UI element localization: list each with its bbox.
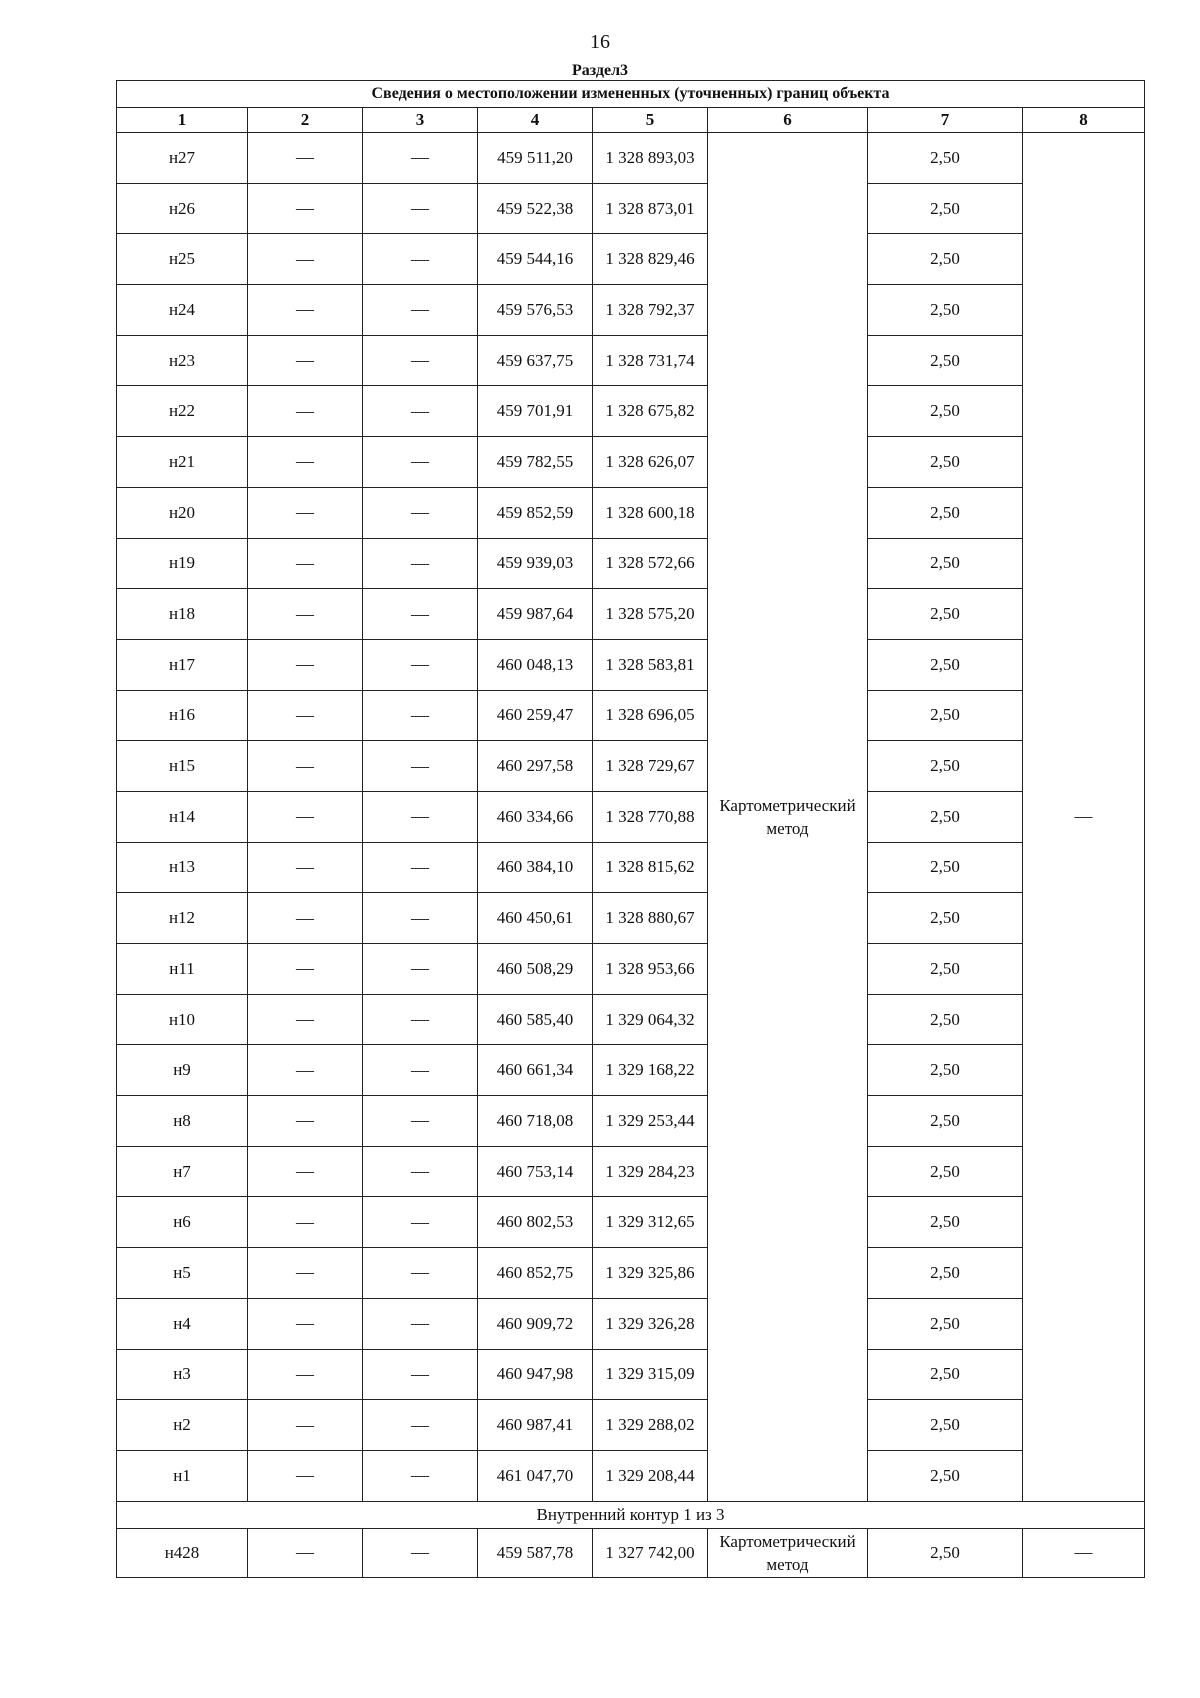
col2-dash-cell: —: [248, 386, 363, 437]
x-coordinate-cell: 459 637,75: [478, 335, 593, 386]
col2-dash-cell: —: [248, 944, 363, 995]
accuracy-cell: 2,50: [868, 1298, 1023, 1349]
col3-dash-cell: —: [363, 1400, 478, 1451]
col3-dash-cell: —: [363, 335, 478, 386]
x-coordinate-cell: 460 987,41: [478, 1400, 593, 1451]
point-cell: н18: [117, 589, 248, 640]
point-cell: н12: [117, 893, 248, 944]
x-coordinate-cell: 459 987,64: [478, 589, 593, 640]
col3-dash-cell: —: [363, 1528, 478, 1577]
point-cell: н27: [117, 133, 248, 184]
accuracy-cell: 2,50: [868, 994, 1023, 1045]
col3-dash-cell: —: [363, 1349, 478, 1400]
contour-table-row: [117, 1528, 1145, 1577]
y-coordinate-cell: 1 329 315,09: [593, 1349, 708, 1400]
col3-dash-cell: —: [363, 791, 478, 842]
accuracy-cell: 2,50: [868, 842, 1023, 893]
table-row: [117, 690, 1145, 741]
point-cell: н8: [117, 1096, 248, 1147]
col3-dash-cell: —: [363, 538, 478, 589]
col2-dash-cell: —: [248, 994, 363, 1045]
y-coordinate-cell: 1 328 953,66: [593, 944, 708, 995]
table-row: [117, 893, 1145, 944]
point-cell: н15: [117, 741, 248, 792]
accuracy-cell: 2,50: [868, 183, 1023, 234]
x-coordinate-cell: 460 334,66: [478, 791, 593, 842]
table-row: [117, 386, 1145, 437]
table-row: [117, 1450, 1145, 1501]
col3-dash-cell: —: [363, 589, 478, 640]
table-row: [117, 437, 1145, 488]
point-cell: н3: [117, 1349, 248, 1400]
col3-dash-cell: —: [363, 285, 478, 336]
point-cell: н4: [117, 1298, 248, 1349]
y-coordinate-cell: 1 329 312,65: [593, 1197, 708, 1248]
col3-dash-cell: —: [363, 893, 478, 944]
col2-dash-cell: —: [248, 842, 363, 893]
point-cell: н2: [117, 1400, 248, 1451]
column-header-3: 3: [363, 108, 478, 133]
accuracy-cell: 2,50: [868, 1450, 1023, 1501]
x-coordinate-cell: 460 297,58: [478, 741, 593, 792]
section-title: Раздел3: [571, 62, 629, 79]
y-coordinate-cell: 1 328 829,46: [593, 234, 708, 285]
y-coordinate-cell: 1 329 284,23: [593, 1146, 708, 1197]
table-row: [117, 944, 1145, 995]
point-cell: н20: [117, 487, 248, 538]
col3-dash-cell: —: [363, 1146, 478, 1197]
col2-dash-cell: —: [248, 791, 363, 842]
col2-dash-cell: —: [248, 1045, 363, 1096]
point-cell: н11: [117, 944, 248, 995]
accuracy-cell: 2,50: [868, 944, 1023, 995]
accuracy-cell: 2,50: [868, 538, 1023, 589]
col3-dash-cell: —: [363, 1045, 478, 1096]
table-row: [117, 133, 1145, 184]
point-cell: н10: [117, 994, 248, 1045]
method-cell: Картометрический метод: [708, 1528, 868, 1577]
y-coordinate-cell: 1 328 575,20: [593, 589, 708, 640]
accuracy-cell: 2,50: [868, 386, 1023, 437]
col3-dash-cell: —: [363, 639, 478, 690]
y-coordinate-cell: 1 329 326,28: [593, 1298, 708, 1349]
table-row: [117, 335, 1145, 386]
table-row: [117, 589, 1145, 640]
col2-dash-cell: —: [248, 639, 363, 690]
col3-dash-cell: —: [363, 1298, 478, 1349]
col2-dash-cell: —: [248, 741, 363, 792]
column-header-1: 1: [117, 108, 248, 133]
col2-dash-cell: —: [248, 335, 363, 386]
col2-dash-cell: —: [248, 285, 363, 336]
col3-dash-cell: —: [363, 133, 478, 184]
column-header-8: 8: [1023, 108, 1145, 133]
point-cell: н5: [117, 1248, 248, 1299]
y-coordinate-cell: 1 328 626,07: [593, 437, 708, 488]
contour-label: Внутренний контур 1 из 3: [117, 1501, 1145, 1528]
x-coordinate-cell: 460 802,53: [478, 1197, 593, 1248]
col2-dash-cell: —: [248, 1450, 363, 1501]
col3-dash-cell: —: [363, 690, 478, 741]
accuracy-cell: 2,50: [868, 741, 1023, 792]
y-coordinate-cell: 1 328 600,18: [593, 487, 708, 538]
y-coordinate-cell: 1 327 742,00: [593, 1528, 708, 1577]
col2-dash-cell: —: [248, 1197, 363, 1248]
accuracy-cell: 2,50: [868, 1349, 1023, 1400]
col3-dash-cell: —: [363, 944, 478, 995]
y-coordinate-cell: 1 328 572,66: [593, 538, 708, 589]
table-row: [117, 1197, 1145, 1248]
column-header-5: 5: [593, 108, 708, 133]
table-row: [117, 1096, 1145, 1147]
x-coordinate-cell: 459 701,91: [478, 386, 593, 437]
x-coordinate-cell: 460 048,13: [478, 639, 593, 690]
boundary-coordinates-table: [116, 80, 1145, 1578]
col2-dash-cell: —: [248, 437, 363, 488]
x-coordinate-cell: 459 852,59: [478, 487, 593, 538]
point-cell: н7: [117, 1146, 248, 1197]
table-row: [117, 1298, 1145, 1349]
accuracy-cell: 2,50: [868, 589, 1023, 640]
col2-dash-cell: —: [248, 1298, 363, 1349]
table-row: [117, 842, 1145, 893]
y-coordinate-cell: 1 328 729,67: [593, 741, 708, 792]
table-row: [117, 1146, 1145, 1197]
x-coordinate-cell: 460 661,34: [478, 1045, 593, 1096]
y-coordinate-cell: 1 328 583,81: [593, 639, 708, 690]
table-row: [117, 994, 1145, 1045]
table-row: [117, 1248, 1145, 1299]
col3-dash-cell: —: [363, 437, 478, 488]
accuracy-cell: 2,50: [868, 1146, 1023, 1197]
y-coordinate-cell: 1 328 893,03: [593, 133, 708, 184]
x-coordinate-cell: 459 587,78: [478, 1528, 593, 1577]
point-cell: н9: [117, 1045, 248, 1096]
col3-dash-cell: —: [363, 1450, 478, 1501]
accuracy-cell: 2,50: [868, 1248, 1023, 1299]
col2-dash-cell: —: [248, 1528, 363, 1577]
y-coordinate-cell: 1 329 288,02: [593, 1400, 708, 1451]
col3-dash-cell: —: [363, 386, 478, 437]
column-header-4: 4: [478, 108, 593, 133]
accuracy-cell: 2,50: [868, 437, 1023, 488]
x-coordinate-cell: 460 852,75: [478, 1248, 593, 1299]
column-header-6: 6: [708, 108, 868, 133]
x-coordinate-cell: 460 909,72: [478, 1298, 593, 1349]
contour-label-row: [117, 1501, 1145, 1528]
y-coordinate-cell: 1 328 815,62: [593, 842, 708, 893]
accuracy-cell: 2,50: [868, 1197, 1023, 1248]
col3-dash-cell: —: [363, 741, 478, 792]
point-cell: н13: [117, 842, 248, 893]
table-caption-row: [117, 81, 1145, 108]
point-cell: н26: [117, 183, 248, 234]
col2-dash-cell: —: [248, 133, 363, 184]
y-coordinate-cell: 1 328 731,74: [593, 335, 708, 386]
x-coordinate-cell: 460 508,29: [478, 944, 593, 995]
column-number-row: [117, 108, 1145, 133]
x-coordinate-cell: 459 522,38: [478, 183, 593, 234]
point-cell: н24: [117, 285, 248, 336]
x-coordinate-cell: 460 753,14: [478, 1146, 593, 1197]
table-row: [117, 285, 1145, 336]
col2-dash-cell: —: [248, 183, 363, 234]
col3-dash-cell: —: [363, 1197, 478, 1248]
table-row: [117, 741, 1145, 792]
table-row: [117, 487, 1145, 538]
col3-dash-cell: —: [363, 1096, 478, 1147]
column-header-7: 7: [868, 108, 1023, 133]
y-coordinate-cell: 1 328 675,82: [593, 386, 708, 437]
point-cell: н16: [117, 690, 248, 741]
y-coordinate-cell: 1 329 253,44: [593, 1096, 708, 1147]
point-cell: н25: [117, 234, 248, 285]
accuracy-cell: 2,50: [868, 133, 1023, 184]
x-coordinate-cell: 460 947,98: [478, 1349, 593, 1400]
y-coordinate-cell: 1 328 873,01: [593, 183, 708, 234]
x-coordinate-cell: 460 585,40: [478, 994, 593, 1045]
col3-dash-cell: —: [363, 994, 478, 1045]
col3-dash-cell: —: [363, 842, 478, 893]
col3-dash-cell: —: [363, 234, 478, 285]
accuracy-cell: 2,50: [868, 487, 1023, 538]
point-cell: н1: [117, 1450, 248, 1501]
col2-dash-cell: —: [248, 538, 363, 589]
note-cell: —: [1023, 1528, 1145, 1577]
col2-dash-cell: —: [248, 1096, 363, 1147]
column-header-2: 2: [248, 108, 363, 133]
table-row: [117, 1045, 1145, 1096]
accuracy-cell: 2,50: [868, 234, 1023, 285]
y-coordinate-cell: 1 329 064,32: [593, 994, 708, 1045]
note-cell: —: [1023, 133, 1145, 1502]
col2-dash-cell: —: [248, 234, 363, 285]
point-cell: н6: [117, 1197, 248, 1248]
col2-dash-cell: —: [248, 690, 363, 741]
y-coordinate-cell: 1 329 208,44: [593, 1450, 708, 1501]
col2-dash-cell: —: [248, 1146, 363, 1197]
x-coordinate-cell: 459 544,16: [478, 234, 593, 285]
y-coordinate-cell: 1 329 325,86: [593, 1248, 708, 1299]
y-coordinate-cell: 1 328 880,67: [593, 893, 708, 944]
y-coordinate-cell: 1 328 696,05: [593, 690, 708, 741]
table-row: [117, 791, 1145, 842]
col2-dash-cell: —: [248, 1248, 363, 1299]
accuracy-cell: 2,50: [868, 1096, 1023, 1147]
table-caption: Сведения о местоположении измененных (уточненных) границ объекта: [117, 81, 1145, 108]
col2-dash-cell: —: [248, 893, 363, 944]
col3-dash-cell: —: [363, 487, 478, 538]
col2-dash-cell: —: [248, 589, 363, 640]
x-coordinate-cell: 459 939,03: [478, 538, 593, 589]
table-row: [117, 639, 1145, 690]
accuracy-cell: 2,50: [868, 893, 1023, 944]
point-cell: н22: [117, 386, 248, 437]
point-cell: н23: [117, 335, 248, 386]
method-cell: Картометрический метод: [708, 133, 868, 1502]
x-coordinate-cell: 459 576,53: [478, 285, 593, 336]
x-coordinate-cell: 460 450,61: [478, 893, 593, 944]
table-row: [117, 183, 1145, 234]
accuracy-cell: 2,50: [868, 1400, 1023, 1451]
accuracy-cell: 2,50: [868, 285, 1023, 336]
y-coordinate-cell: 1 328 792,37: [593, 285, 708, 336]
accuracy-cell: 2,50: [868, 1045, 1023, 1096]
page-number: 16: [590, 31, 610, 53]
col3-dash-cell: —: [363, 183, 478, 234]
col2-dash-cell: —: [248, 1400, 363, 1451]
table-row: [117, 234, 1145, 285]
accuracy-cell: 2,50: [868, 335, 1023, 386]
x-coordinate-cell: 461 047,70: [478, 1450, 593, 1501]
table-row: [117, 1349, 1145, 1400]
point-cell: н21: [117, 437, 248, 488]
point-cell: н17: [117, 639, 248, 690]
y-coordinate-cell: 1 328 770,88: [593, 791, 708, 842]
x-coordinate-cell: 459 511,20: [478, 133, 593, 184]
accuracy-cell: 2,50: [868, 690, 1023, 741]
table-row: [117, 538, 1145, 589]
x-coordinate-cell: 460 384,10: [478, 842, 593, 893]
point-cell: н19: [117, 538, 248, 589]
accuracy-cell: 2,50: [868, 791, 1023, 842]
col2-dash-cell: —: [248, 487, 363, 538]
x-coordinate-cell: 459 782,55: [478, 437, 593, 488]
point-cell: н14: [117, 791, 248, 842]
point-cell: н428: [117, 1528, 248, 1577]
x-coordinate-cell: 460 718,08: [478, 1096, 593, 1147]
col3-dash-cell: —: [363, 1248, 478, 1299]
accuracy-cell: 2,50: [868, 639, 1023, 690]
table-row: [117, 1400, 1145, 1451]
x-coordinate-cell: 460 259,47: [478, 690, 593, 741]
col2-dash-cell: —: [248, 1349, 363, 1400]
accuracy-cell: 2,50: [868, 1528, 1023, 1577]
y-coordinate-cell: 1 329 168,22: [593, 1045, 708, 1096]
